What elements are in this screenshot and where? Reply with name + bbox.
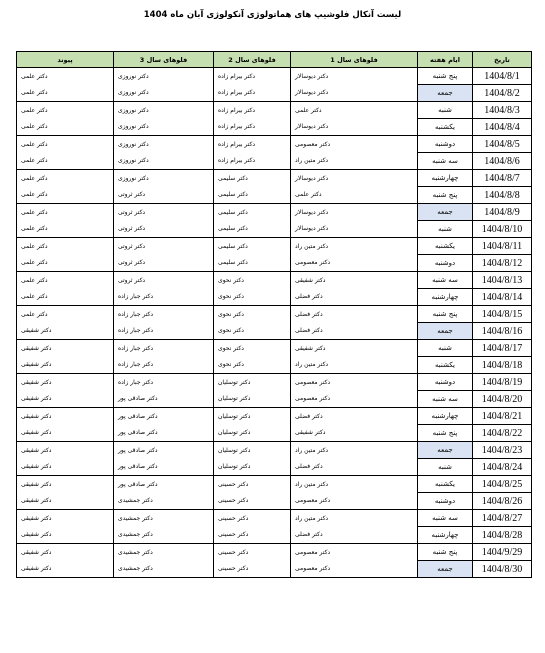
header-date: تاریخ (473, 52, 532, 68)
table-row (17, 340, 532, 357)
table-row (17, 102, 532, 119)
date-cell: 1404/8/30 (473, 561, 532, 578)
transplant-cell: دکتر شفیقی (17, 408, 114, 425)
year2-fellow-cell: دکتر بیرام زاده (214, 119, 291, 136)
weekday-cell: جمعه (418, 442, 473, 459)
date-cell: 1404/8/1 (473, 68, 532, 85)
date-cell: 1404/8/24 (473, 459, 532, 476)
date-cell: 1404/8/16 (473, 323, 532, 340)
year3-fellow-cell: دکتر جبار زاده (114, 357, 214, 374)
year2-fellow-cell: دکتر سلیمی (214, 255, 291, 272)
table-row (17, 136, 532, 153)
year3-fellow-cell: دکتر ثروتی (114, 272, 214, 289)
year3-fellow-cell: دکتر صادقی پور (114, 442, 214, 459)
table-header-row (17, 52, 532, 68)
year3-fellow-cell: دکتر نوروزی (114, 170, 214, 187)
transplant-cell: دکتر شفیقی (17, 510, 114, 527)
weekday-cell: پنج شنبه (418, 187, 473, 204)
table-row (17, 238, 532, 255)
table-row (17, 391, 532, 408)
transplant-cell: دکتر علمی (17, 102, 114, 119)
transplant-cell: دکتر شفیقی (17, 459, 114, 476)
table-row (17, 561, 532, 578)
year1-fellow-cell: دکتر معصومی (291, 493, 418, 510)
weekday-cell: پنج شنبه (418, 425, 473, 442)
year2-fellow-cell: دکتر سلیمی (214, 204, 291, 221)
year2-fellow-cell: دکتر حسینی (214, 561, 291, 578)
transplant-cell: دکتر علمی (17, 238, 114, 255)
year3-fellow-cell: دکتر صادقی پور (114, 408, 214, 425)
transplant-cell: دکتر علمی (17, 136, 114, 153)
year2-fellow-cell: دکتر حسینی (214, 544, 291, 561)
transplant-cell: دکتر شفیقی (17, 493, 114, 510)
date-cell: 1404/8/17 (473, 340, 532, 357)
transplant-cell: دکتر شفیقی (17, 527, 114, 544)
year3-fellow-cell: دکتر صادقی پور (114, 459, 214, 476)
year1-fellow-cell: دکتر فضلی (291, 459, 418, 476)
date-cell: 1404/8/21 (473, 408, 532, 425)
year2-fellow-cell: دکتر نحوی (214, 357, 291, 374)
page-title: لیست آنکال فلوشیپ های هماتولوژی آنکولوژی آبان ماه 1404 (143, 10, 402, 20)
weekday-cell: سه شنبه (418, 153, 473, 170)
date-cell: 1404/8/8 (473, 187, 532, 204)
year2-fellow-cell: دکتر بیرام زاده (214, 68, 291, 85)
transplant-cell: دکتر شفیقی (17, 374, 114, 391)
date-cell: 1404/8/2 (473, 85, 532, 102)
year2-fellow-cell: دکتر توسلیان (214, 442, 291, 459)
table-row (17, 68, 532, 85)
transplant-cell: دکتر شفیقی (17, 340, 114, 357)
year3-fellow-cell: دکتر نوروزی (114, 102, 214, 119)
transplant-cell: دکتر علمی (17, 204, 114, 221)
transplant-cell: دکتر علمی (17, 289, 114, 306)
date-cell: 1404/8/6 (473, 153, 532, 170)
year2-fellow-cell: دکتر بیرام زاده (214, 136, 291, 153)
year1-fellow-cell: دکتر شفیقی (291, 272, 418, 289)
weekday-cell: جمعه (418, 561, 473, 578)
weekday-cell: یکشنبه (418, 476, 473, 493)
year2-fellow-cell: دکتر بیرام زاده (214, 85, 291, 102)
transplant-cell: دکتر علمی (17, 68, 114, 85)
date-cell: 1404/9/29 (473, 544, 532, 561)
year3-fellow-cell: دکتر جمشیدی (114, 544, 214, 561)
date-cell: 1404/8/19 (473, 374, 532, 391)
year3-fellow-cell: دکتر نوروزی (114, 85, 214, 102)
weekday-cell: جمعه (418, 323, 473, 340)
transplant-cell: دکتر علمی (17, 187, 114, 204)
transplant-cell: دکتر شفیقی (17, 323, 114, 340)
weekday-cell: سه شنبه (418, 391, 473, 408)
year1-fellow-cell: دکتر معصومی (291, 544, 418, 561)
table-row (17, 527, 532, 544)
year1-fellow-cell: دکتر شفیقی (291, 425, 418, 442)
weekday-cell: پنج شنبه (418, 306, 473, 323)
year2-fellow-cell: دکتر نحوی (214, 272, 291, 289)
table-row (17, 204, 532, 221)
oncall-table (16, 51, 532, 578)
weekday-cell: چهارشنبه (418, 527, 473, 544)
table-row (17, 544, 532, 561)
weekday-cell: پنج شنبه (418, 68, 473, 85)
date-cell: 1404/8/10 (473, 221, 532, 238)
table-row (17, 153, 532, 170)
year1-fellow-cell: دکتر دیوسالار (291, 119, 418, 136)
year1-fellow-cell: دکتر دیوسالار (291, 204, 418, 221)
weekday-cell: شنبه (418, 221, 473, 238)
year2-fellow-cell: دکتر بیرام زاده (214, 102, 291, 119)
year3-fellow-cell: دکتر جبار زاده (114, 340, 214, 357)
year3-fellow-cell: دکتر جمشیدی (114, 527, 214, 544)
year1-fellow-cell: دکتر معصومی (291, 561, 418, 578)
year2-fellow-cell: دکتر حسینی (214, 493, 291, 510)
date-cell: 1404/8/14 (473, 289, 532, 306)
transplant-cell: دکتر شفیقی (17, 476, 114, 493)
date-cell: 1404/8/23 (473, 442, 532, 459)
year3-fellow-cell: دکتر جمشیدی (114, 561, 214, 578)
weekday-cell: سه شنبه (418, 510, 473, 527)
weekday-cell: سه شنبه (418, 272, 473, 289)
transplant-cell: دکتر علمی (17, 153, 114, 170)
year1-fellow-cell: دکتر متین راد (291, 153, 418, 170)
transplant-cell: دکتر شفیقی (17, 544, 114, 561)
weekday-cell: شنبه (418, 102, 473, 119)
table-row (17, 289, 532, 306)
year2-fellow-cell: دکتر توسلیان (214, 408, 291, 425)
year1-fellow-cell: دکتر علمی (291, 187, 418, 204)
date-cell: 1404/8/18 (473, 357, 532, 374)
year3-fellow-cell: دکتر نوروزی (114, 119, 214, 136)
date-cell: 1404/8/15 (473, 306, 532, 323)
year3-fellow-cell: دکتر ثروتی (114, 187, 214, 204)
year2-fellow-cell: دکتر توسلیان (214, 374, 291, 391)
header-year2-fellows: فلوهای سال 2 (214, 52, 291, 68)
transplant-cell: دکتر علمی (17, 85, 114, 102)
year3-fellow-cell: دکتر جمشیدی (114, 493, 214, 510)
table-row (17, 425, 532, 442)
year3-fellow-cell: دکتر ثروتی (114, 255, 214, 272)
year3-fellow-cell: دکتر نوروزی (114, 153, 214, 170)
year1-fellow-cell: دکتر دیوسالار (291, 221, 418, 238)
weekday-cell: دوشنبه (418, 255, 473, 272)
date-cell: 1404/8/3 (473, 102, 532, 119)
weekday-cell: پنج شنبه (418, 544, 473, 561)
weekday-cell: دوشنبه (418, 374, 473, 391)
date-cell: 1404/8/13 (473, 272, 532, 289)
date-cell: 1404/8/11 (473, 238, 532, 255)
transplant-cell: دکتر علمی (17, 119, 114, 136)
year2-fellow-cell: دکتر توسلیان (214, 459, 291, 476)
table-row (17, 408, 532, 425)
year1-fellow-cell: دکتر متین راد (291, 238, 418, 255)
year1-fellow-cell: دکتر فضلی (291, 289, 418, 306)
year2-fellow-cell: دکتر سلیمی (214, 238, 291, 255)
weekday-cell: چهارشنبه (418, 289, 473, 306)
year1-fellow-cell: دکتر دیوسالار (291, 85, 418, 102)
date-cell: 1404/8/9 (473, 204, 532, 221)
year2-fellow-cell: دکتر سلیمی (214, 221, 291, 238)
table-row (17, 374, 532, 391)
year3-fellow-cell: دکتر جبار زاده (114, 306, 214, 323)
year1-fellow-cell: دکتر معصومی (291, 255, 418, 272)
table-row (17, 272, 532, 289)
year1-fellow-cell: دکتر متین راد (291, 476, 418, 493)
year1-fellow-cell: دکتر متین راد (291, 357, 418, 374)
transplant-cell: دکتر علمی (17, 272, 114, 289)
table-row (17, 85, 532, 102)
year2-fellow-cell: دکتر حسینی (214, 476, 291, 493)
year3-fellow-cell: دکتر جبار زاده (114, 323, 214, 340)
transplant-cell: دکتر علمی (17, 255, 114, 272)
year2-fellow-cell: دکتر نحوی (214, 323, 291, 340)
year2-fellow-cell: دکتر سلیمی (214, 187, 291, 204)
date-cell: 1404/8/5 (473, 136, 532, 153)
header-weekday: ایام هفته (418, 52, 473, 68)
year2-fellow-cell: دکتر بیرام زاده (214, 153, 291, 170)
year2-fellow-cell: دکتر نحوی (214, 306, 291, 323)
year2-fellow-cell: دکتر نحوی (214, 340, 291, 357)
weekday-cell: دوشنبه (418, 493, 473, 510)
year2-fellow-cell: دکتر حسینی (214, 510, 291, 527)
year3-fellow-cell: دکتر جبار زاده (114, 374, 214, 391)
header-year1-fellows: فلوهای سال 1 (291, 52, 418, 68)
table-row (17, 357, 532, 374)
date-cell: 1404/8/26 (473, 493, 532, 510)
transplant-cell: دکتر علمی (17, 221, 114, 238)
year2-fellow-cell: دکتر توسلیان (214, 391, 291, 408)
year1-fellow-cell: دکتر فضلی (291, 323, 418, 340)
date-cell: 1404/8/7 (473, 170, 532, 187)
year1-fellow-cell: دکتر متین راد (291, 510, 418, 527)
year1-fellow-cell: دکتر دیوسالار (291, 170, 418, 187)
year3-fellow-cell: دکتر جمشیدی (114, 510, 214, 527)
date-cell: 1404/8/4 (473, 119, 532, 136)
date-cell: 1404/8/20 (473, 391, 532, 408)
date-cell: 1404/8/27 (473, 510, 532, 527)
weekday-cell: یکشنبه (418, 119, 473, 136)
transplant-cell: دکتر شفیقی (17, 391, 114, 408)
table-row (17, 306, 532, 323)
year1-fellow-cell: دکتر علمی (291, 102, 418, 119)
weekday-cell: یکشنبه (418, 357, 473, 374)
year1-fellow-cell: دکتر فضلی (291, 408, 418, 425)
weekday-cell: شنبه (418, 459, 473, 476)
year3-fellow-cell: دکتر صادقی پور (114, 476, 214, 493)
year3-fellow-cell: دکتر صادقی پور (114, 391, 214, 408)
table-row (17, 442, 532, 459)
weekday-cell: چهارشنبه (418, 170, 473, 187)
year2-fellow-cell: دکتر حسینی (214, 527, 291, 544)
year3-fellow-cell: دکتر ثروتی (114, 204, 214, 221)
weekday-cell: شنبه (418, 340, 473, 357)
table-row (17, 323, 532, 340)
transplant-cell: دکتر شفیقی (17, 442, 114, 459)
header-year3-fellows: فلوهای سال 3 (114, 52, 214, 68)
year3-fellow-cell: دکتر نوروزی (114, 136, 214, 153)
transplant-cell: دکتر شفیقی (17, 561, 114, 578)
transplant-cell: دکتر شفیقی (17, 425, 114, 442)
transplant-cell: دکتر علمی (17, 170, 114, 187)
year1-fellow-cell: دکتر معصومی (291, 391, 418, 408)
header-transplant: پیوند (17, 52, 114, 68)
table-row (17, 493, 532, 510)
transplant-cell: دکتر علمی (17, 306, 114, 323)
year3-fellow-cell: دکتر ثروتی (114, 221, 214, 238)
table-row (17, 119, 532, 136)
table-row (17, 170, 532, 187)
weekday-cell: جمعه (418, 85, 473, 102)
year1-fellow-cell: دکتر شفیقی (291, 340, 418, 357)
year3-fellow-cell: دکتر ثروتی (114, 238, 214, 255)
table-row (17, 510, 532, 527)
year1-fellow-cell: دکتر معصومی (291, 136, 418, 153)
table-row (17, 187, 532, 204)
year1-fellow-cell: دکتر معصومی (291, 374, 418, 391)
date-cell: 1404/8/22 (473, 425, 532, 442)
weekday-cell: چهارشنبه (418, 408, 473, 425)
table-row (17, 255, 532, 272)
date-cell: 1404/8/25 (473, 476, 532, 493)
table-row (17, 476, 532, 493)
date-cell: 1404/8/28 (473, 527, 532, 544)
transplant-cell: دکتر شفیقی (17, 357, 114, 374)
year1-fellow-cell: دکتر متین راد (291, 442, 418, 459)
weekday-cell: جمعه (418, 204, 473, 221)
weekday-cell: دوشنبه (418, 136, 473, 153)
year2-fellow-cell: دکتر نحوی (214, 289, 291, 306)
year1-fellow-cell: دکتر فضلی (291, 306, 418, 323)
year2-fellow-cell: دکتر سلیمی (214, 170, 291, 187)
weekday-cell: یکشنبه (418, 238, 473, 255)
year1-fellow-cell: دکتر دیوسالار (291, 68, 418, 85)
year1-fellow-cell: دکتر فضلی (291, 527, 418, 544)
year3-fellow-cell: دکتر جبار زاده (114, 289, 214, 306)
year2-fellow-cell: دکتر توسلیان (214, 425, 291, 442)
date-cell: 1404/8/12 (473, 255, 532, 272)
table-body (17, 68, 532, 578)
year3-fellow-cell: دکتر صادقی پور (114, 425, 214, 442)
table-row (17, 221, 532, 238)
year3-fellow-cell: دکتر نوروزی (114, 68, 214, 85)
table-row (17, 459, 532, 476)
